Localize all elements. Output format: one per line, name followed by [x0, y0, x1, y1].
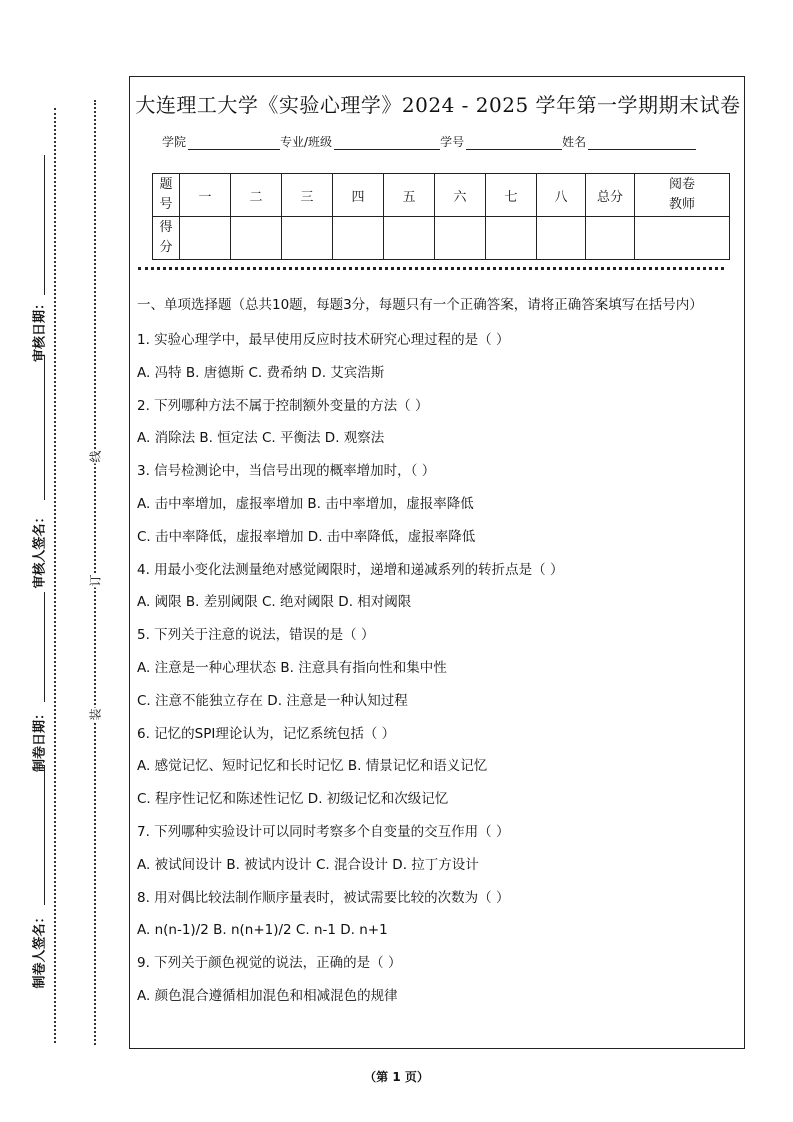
- answer-options: A. 阈限 B. 差别阈限 C. 绝对阈限 D. 相对阈限: [137, 594, 412, 611]
- question-number-header: 题 号: [153, 174, 180, 217]
- score-cell[interactable]: [384, 217, 435, 260]
- score-cell[interactable]: [180, 217, 231, 260]
- major-class-label: 专业/班级: [280, 135, 333, 149]
- make-date-line: [44, 592, 45, 702]
- question-stem: 7. 下列哪种实验设计可以同时考察多个自变量的交互作用（ ）: [137, 823, 510, 840]
- review-date-line: [44, 155, 45, 295]
- question-stem: 5. 下列关于注意的说法，错误的是（ ）: [137, 627, 375, 644]
- score-cell[interactable]: [586, 217, 635, 260]
- cut-char-xian: 线: [88, 450, 103, 463]
- answer-options: C. 注意不能独立存在 D. 注意是一种认知过程: [137, 692, 408, 709]
- question-list: [137, 324, 737, 1013]
- cut-char-ding: 订: [88, 574, 103, 587]
- score-header: 得 分: [153, 217, 180, 260]
- question-stem: 3. 信号检测论中，当信号出现的概率增加时，（ ）: [137, 463, 436, 480]
- question-stem: 8. 用对偶比较法制作顺序量表时，被试需要比较的次数为（ ）: [137, 889, 510, 906]
- question-stem: 6. 记忆的SPI理论认为，记忆系统包括（ ）: [137, 725, 396, 742]
- student-info-line: [162, 133, 696, 150]
- exam-title: 大连理工大学《实验心理学》2024 - 2025 学年第一学期期末试卷: [135, 93, 741, 117]
- cut-dotted-line: [94, 100, 96, 1045]
- answer-options: C. 程序性记忆和陈述性记忆 D. 初级记忆和次级记忆: [137, 791, 449, 808]
- col-5: 五: [384, 174, 435, 217]
- section-single-choice: [137, 293, 737, 1013]
- name-blank[interactable]: [588, 136, 696, 150]
- question-stem: 4. 用最小变化法测量绝对感觉阈限时，递增和递减系列的转折点是（ ）: [137, 561, 564, 578]
- answer-options: A. 注意是一种心理状态 B. 注意具有指向性和集中性: [137, 659, 447, 676]
- maker-sign-label: 制卷人签名：: [32, 910, 48, 989]
- score-cell[interactable]: [435, 217, 486, 260]
- name-label: 姓名: [562, 135, 587, 149]
- reviewer-sign-label: 审核人签名：: [32, 510, 48, 589]
- answer-options: A. n(n-1)/2 B. n(n+1)/2 C. n-1 D. n+1: [137, 922, 388, 939]
- answer-options: A. 消除法 B. 恒定法 C. 平衡法 D. 观察法: [137, 430, 385, 447]
- question-stem: 2. 下列哪种方法不属于控制额外变量的方法（ ）: [137, 397, 429, 414]
- score-table: [152, 173, 730, 260]
- make-date-label: 制卷日期：: [32, 707, 48, 773]
- score-cell[interactable]: [231, 217, 282, 260]
- section-heading: 一、单项选择题（总共10题，每题3分，每题只有一个正确答案，请将正确答案填写在括号内）: [137, 297, 703, 313]
- col-6: 六: [435, 174, 486, 217]
- maker-sign-line: [44, 765, 45, 905]
- header-separator: [138, 267, 724, 270]
- question-number-row: [153, 174, 730, 217]
- answer-options: C. 击中率降低，虚报率增加 D. 击中率降低，虚报率降低: [137, 528, 476, 545]
- col-total: 总分: [586, 174, 635, 217]
- score-cell[interactable]: [333, 217, 384, 260]
- score-cell[interactable]: [486, 217, 537, 260]
- college-blank[interactable]: [188, 136, 280, 150]
- col-2: 二: [231, 174, 282, 217]
- college-label: 学院: [162, 135, 187, 149]
- exam-frame: [129, 76, 745, 1049]
- col-grader: 阅卷 教师: [635, 174, 730, 217]
- answer-options: A. 感觉记忆、短时记忆和长时记忆 B. 情景记忆和语义记忆: [137, 758, 488, 775]
- answer-options: A. 颜色混合遵循相加混色和相减混色的规律: [137, 987, 398, 1004]
- review-date-label: 审核日期：: [32, 297, 48, 363]
- cut-char-zhuang: 装: [88, 708, 103, 721]
- answer-options: A. 击中率增加，虚报率增加 B. 击中率增加，虚报率降低: [137, 495, 474, 512]
- col-4: 四: [333, 174, 384, 217]
- page-number: （第 1 页）: [364, 1070, 429, 1084]
- student-id-label: 学号: [440, 135, 465, 149]
- reviewer-sign-line: [44, 355, 45, 500]
- student-id-blank[interactable]: [466, 136, 562, 150]
- score-row: [153, 217, 730, 260]
- score-cell[interactable]: [635, 217, 730, 260]
- col-3: 三: [282, 174, 333, 217]
- score-cell[interactable]: [282, 217, 333, 260]
- answer-options: A. 冯特 B. 唐德斯 C. 费希纳 D. 艾宾浩斯: [137, 364, 385, 381]
- question-stem: 1. 实验心理学中，最早使用反应时技术研究心理过程的是（ ）: [137, 332, 510, 348]
- answer-options: A. 被试间设计 B. 被试内设计 C. 混合设计 D. 拉丁方设计: [137, 856, 479, 873]
- question-stem: 9. 下列关于颜色视觉的说法，正确的是（ ）: [137, 955, 402, 972]
- col-8: 八: [537, 174, 586, 217]
- binding-dotted-line: [54, 108, 56, 1043]
- col-7: 七: [486, 174, 537, 217]
- score-cell[interactable]: [537, 217, 586, 260]
- major-class-blank[interactable]: [334, 136, 440, 150]
- col-1: 一: [180, 174, 231, 217]
